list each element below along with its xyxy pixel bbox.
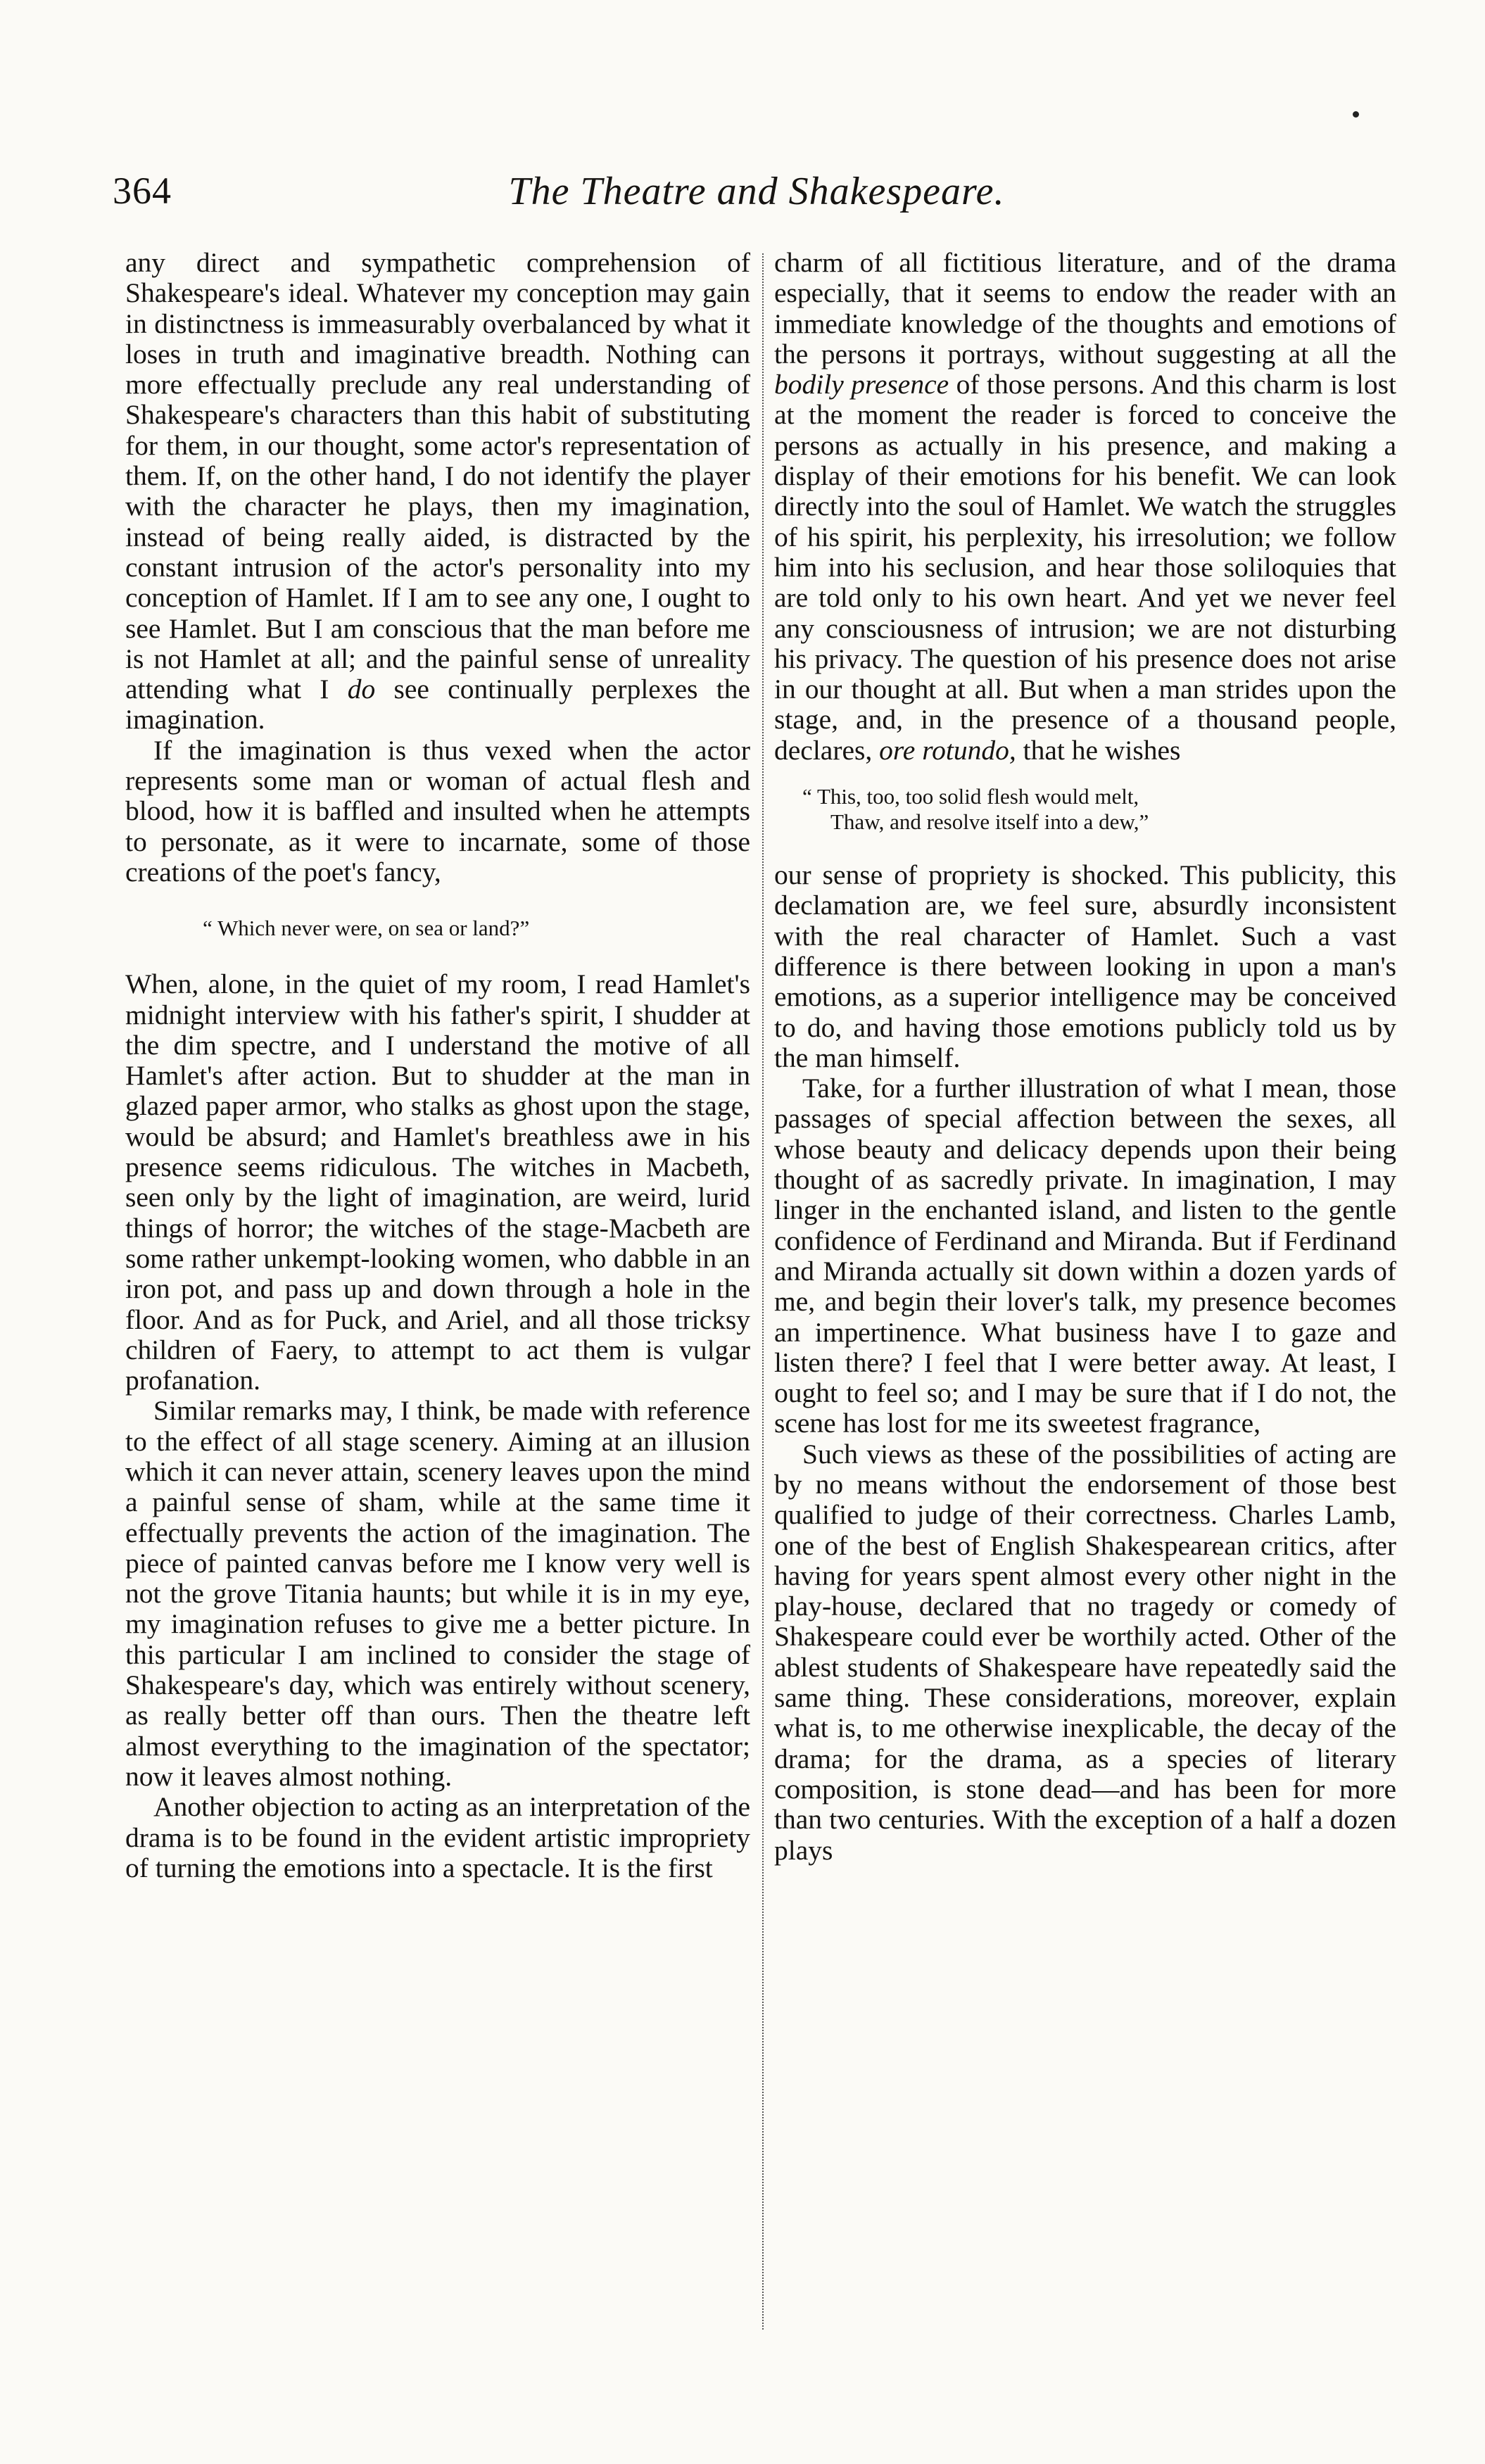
paragraph: Another objection to acting as an interpretation of the drama is to be found in the evident artistic impropriety of turning the emotions into a spectacle. It is the first xyxy=(125,1791,750,1883)
verse-quote xyxy=(774,784,1396,835)
paragraph: When, alone, in the quiet of my room, I read Hamlet's midnight interview with his father's spirit, I shudder at the dim spectre, and I understand the motive of all Hamlet's after action. But to shudder at the man in glazed paper armor, who stalks as ghost upon the stage, would be absurd; and Hamlet's breathless awe in his presence seems ridiculous. The witches in Macbeth, seen only by the light of imagination, are weird, lurid things of horror; the witches of the stage-Macbeth are some rather unkempt-looking women, who dabble in an iron pot, and pass up and down through a hole in the floor. And as for Puck, and Ariel, and all those tricksy children of Faery, to attempt to act them is vulgar profanation. xyxy=(125,968,750,1396)
running-title: The Theatre and Shakespeare. xyxy=(508,170,1005,213)
paragraph: Similar remarks may, I think, be made with reference to the effect of all stage scenery. Aiming at an illusion which it can never attain, scenery leaves upon the mind a painful sense of sham, while at the same time it effectually prevents the action of the imagination. The piece of painted canvas before me I know very well is not the grove Titania haunts; but while it is in my eye, my imagination refuses to give me a better picture. In this particular I am inclined to consider the stage of Shakespeare's day, which was entirely without scenery, as really better off than ours. Then the theatre left almost everything to the imagination of the spectator; now it leaves almost nothing. xyxy=(125,1395,750,1792)
left-column xyxy=(125,248,750,1883)
paragraph: any direct and sympathetic comprehension of Shakespeare's ideal. Whatever my conception may gain in distinctness is immeasurably overbalanced by what it loses in truth and imaginative breadth. Nothing can more effectually preclude any real understanding of Shakespeare's characters than this habit of substituting for them, in our thought, some actor's representation of them. If, on the other hand, I do not identify the player with the character he plays, then my imagination, instead of being really aided, is distracted by the constant intrusion of the actor's personality into my conception of Hamlet. If I am to see any one, I ought to see Hamlet. But I am conscious that the man before me is not Hamlet at all; and the painful sense of unreality attending what I do see continually perplexes the imagination. xyxy=(125,247,751,735)
paragraph: If the imagination is thus vexed when the actor represents some man or woman of actual flesh and blood, how it is baffled and insulted when he attempts to personate, as it were to incarnate, some of those creations of the poet's fancy, xyxy=(125,734,750,887)
column-divider xyxy=(762,253,764,2330)
ink-dot xyxy=(1353,111,1359,118)
page-header xyxy=(113,169,1401,225)
paragraph: charm of all fictitious literature, and of the drama especially, that it seems to endow the reader with an immediate knowledge of the thoughts and emotions of the persons it portrays, without suggesting at all the bodily presence of those persons. And this charm is lost at the moment the reader is forced to conceive the persons as actually in his presence, and making a display of their emotions for his benefit. We can look directly into the soul of Hamlet. We watch the struggles of his spirit, his perplexity, his irresolution; we follow him into his seclusion, and hear those soliloquies that are told only to his own heart. And yet we never feel any consciousness of intrusion; we are not disturbing his privacy. The question of his presence does not arise in our thought at all. But when a man strides upon the stage, and, in the presence of a thousand people, declares, ore rotundo, that he wishes xyxy=(774,247,1396,766)
verse-line: Thaw, and resolve itself into a dew,” xyxy=(830,809,1149,835)
block-quote: “ Which never were, on sea or land?” xyxy=(203,916,530,941)
paragraph: Such views as these of the possibilities of acting are by no means without the endorsement of those best qualified to judge of their correctness. Charles Lamb, one of the best of English Shakespearean critics, after having for years spent almost every other night in the play-house, declared that no tragedy or comedy of Shakespeare could ever be worthily acted. Other of the ablest students of Shakespeare have repeatedly said the same thing. These considerations, moreover, explain what is, to me otherwise inexplicable, the decay of the drama; for the drama, as a species of literary composition, is stone dead—and has been for more than two centuries. With the exception of a half a dozen plays xyxy=(774,1438,1396,1866)
page-number: 364 xyxy=(113,170,172,212)
paragraph: Take, for a further illustration of what I mean, those passages of special affection between the sexes, all whose beauty and delicacy depends upon their being thought of as sacredly private. In imagination, I may linger in the enchanted island, and listen to the gentle confidence of Ferdinand and Miranda. But if Ferdinand and Miranda actually sit down within a dozen yards of me, and begin their lover's talk, my presence becomes an impertinence. What business have I to gaze and listen there? I feel that I were better away. At least, I ought to feel so; and I may be sure that if I do not, the scene has lost for me its sweetest fragrance, xyxy=(774,1073,1396,1439)
paragraph: our sense of propriety is shocked. This publicity, this declamation are, we feel sure, absurdly inconsistent with the real character of Hamlet. Such a vast difference is there between looking in upon a man's emotions, as a superior intelligence may be conceived to do, and having those emotions publicly told us by the man himself. xyxy=(774,859,1396,1073)
right-column xyxy=(774,248,1396,1866)
verse-line: “ This, too, too solid flesh would melt, xyxy=(802,784,1139,809)
